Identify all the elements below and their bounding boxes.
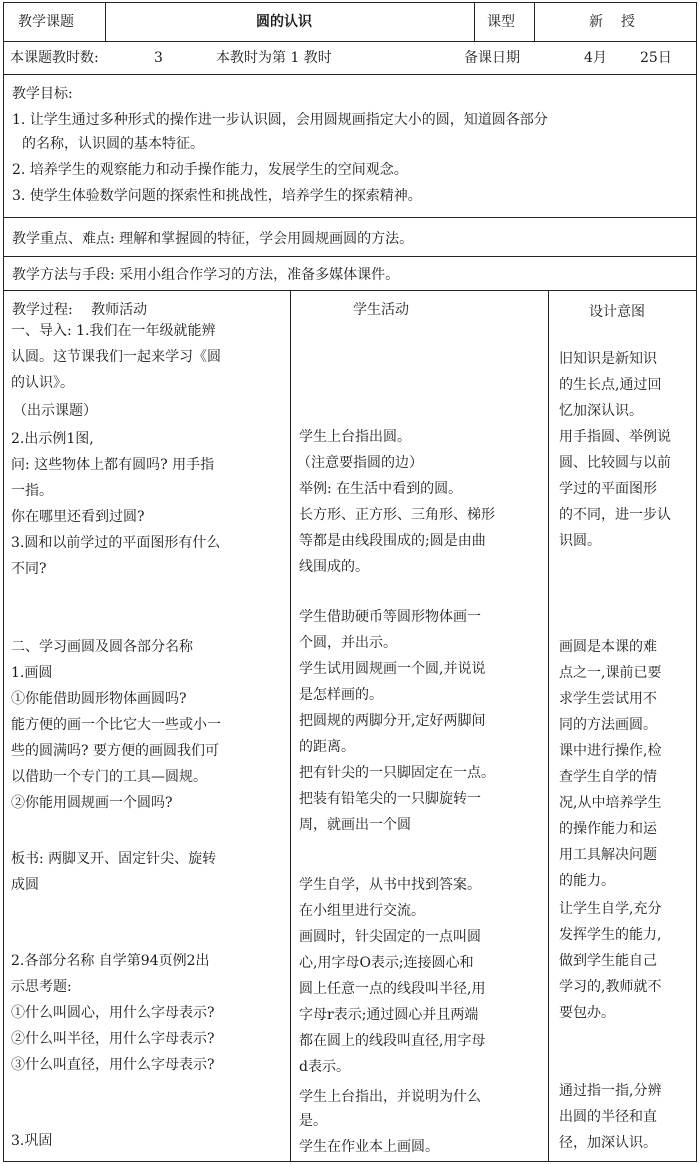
design-line: 发挥学生的能力, xyxy=(559,927,662,943)
label-type-cell xyxy=(474,2,535,42)
teacher-line: 能方便的画一个比它大一些或小一 xyxy=(11,717,221,733)
design-column-header: 设计意图 xyxy=(589,304,645,320)
label-topic: 教学课题 xyxy=(18,14,74,30)
teacher-line: 问: 这些物体上都有圆吗? 用手指 xyxy=(11,457,215,473)
design-line: 的操作能力和运 xyxy=(559,821,657,837)
student-line: d表示。 xyxy=(299,1059,350,1075)
teacher-line: 2.各部分名称 自学第94页例2出 xyxy=(11,953,210,969)
design-line: 同的方法画圆。 xyxy=(559,717,657,733)
student-line: 是怎样画的。 xyxy=(299,687,383,703)
student-line: 长方形、正方形、三角形、梯形 xyxy=(299,507,495,523)
teacher-line: 些的圆满吗? 要方便的画圆我们可 xyxy=(11,743,219,759)
teacher-line: 不同? xyxy=(11,561,47,577)
student-line: 把圆规的两脚分开,定好两脚间 xyxy=(299,713,486,729)
student-line: 学生自学，从书中找到答案。 xyxy=(299,877,481,893)
design-line: 查学生自学的情 xyxy=(559,769,657,785)
student-line: 学生在作业本上画圆。 xyxy=(299,1139,439,1155)
teacher-line: 一指。 xyxy=(11,483,53,499)
teacher-line: 3.巩固 xyxy=(11,1133,53,1149)
student-line: 都在圆上的线段叫直径,用字母 xyxy=(299,1033,486,1049)
design-line: 学过的平面图形 xyxy=(559,481,657,497)
student-line: 线围成的。 xyxy=(299,559,369,575)
design-line: 学习的,教师就不 xyxy=(559,979,662,995)
lesson-type: 新 授 xyxy=(589,14,637,30)
teacher-line: ③什么叫直径，用什么字母表示? xyxy=(11,1057,215,1073)
type-cell xyxy=(534,2,697,42)
teacher-column-header: 教学过程: 教师活动 xyxy=(12,302,148,318)
design-line: 要包办。 xyxy=(559,1005,615,1021)
teacher-line: （出示课题） xyxy=(13,403,97,419)
design-line: 课中进行操作,检 xyxy=(559,743,662,759)
student-line: 学生借助硬币等圆形物体画一 xyxy=(299,609,481,625)
objective-line: 的名称，认识圆的基本特征。 xyxy=(22,136,204,152)
label-prep-date: 备课日期 xyxy=(464,50,520,66)
design-line: 通过指一指,分辨 xyxy=(559,1083,662,1099)
teacher-line: ②什么叫半径，用什么字母表示? xyxy=(11,1031,215,1047)
key-points: 教学重点、难点: 理解和掌握圆的特征，学会用圆规画圆的方法。 xyxy=(12,231,414,247)
hours-value: 3 xyxy=(154,50,163,66)
student-line: 举例: 在生活中看到的圆。 xyxy=(299,481,463,497)
student-line: 画圆时，针尖固定的一点叫圆 xyxy=(299,929,481,945)
teacher-line: 示思考题: xyxy=(11,979,72,995)
label-type: 课型 xyxy=(487,14,515,30)
student-line: 学生上台指出圆。 xyxy=(299,429,411,445)
design-line: 识圆。 xyxy=(559,533,601,549)
design-line: 的生长点,通过回 xyxy=(559,377,662,393)
student-line: 心,用字母O表示;连接圆心和 xyxy=(299,955,474,971)
design-line: 画圆是本课的难 xyxy=(559,639,657,655)
student-line: 的距离。 xyxy=(299,739,355,755)
design-line: 用工具解决问题 xyxy=(559,847,657,863)
design-line: 的不同，进一步认 xyxy=(559,507,671,523)
hours-row xyxy=(3,41,697,75)
design-line: 出圆的半径和直 xyxy=(559,1109,657,1125)
label-topic-cell xyxy=(3,2,106,42)
objectives-title: 教学目标: xyxy=(12,86,73,102)
teacher-line: 你在哪里还看到过圆? xyxy=(11,509,145,525)
teacher-line: 二、学习画圆及圆各部分名称 xyxy=(11,639,193,655)
student-line: （注意要指圆的边） xyxy=(297,455,423,471)
design-line: 径，加深认识。 xyxy=(559,1135,657,1151)
student-line: 学生上台指出，并说明为什么 xyxy=(299,1089,481,1105)
student-line: 个圆，并出示。 xyxy=(299,635,397,651)
prep-month: 4月 xyxy=(584,50,607,66)
lesson-plan-table xyxy=(3,2,697,1162)
teacher-line: 认圆。这节课我们一起来学习《圆 xyxy=(11,349,221,365)
design-line: 的能力。 xyxy=(559,873,615,889)
teacher-line: ①你能借助圆形物体画圆吗? xyxy=(11,691,187,707)
design-line: 求学生尝试用不 xyxy=(559,691,657,707)
lesson-topic: 圆的认识 xyxy=(256,14,312,30)
design-line: 况,从中培养学生 xyxy=(559,795,662,811)
topic-cell xyxy=(105,2,475,42)
teacher-line: 成圆 xyxy=(11,877,39,893)
student-line: 学生试用圆规画一个圆,并说说 xyxy=(299,661,486,677)
design-line: 做到学生能自己 xyxy=(559,953,657,969)
teacher-line: 2.出示例1图, xyxy=(11,431,94,447)
objectives-cell xyxy=(3,74,697,218)
current-hour: 本教时为第 1 教时 xyxy=(216,50,332,66)
prep-day: 25日 xyxy=(640,50,672,66)
teacher-line: 3.圆和以前学过的平面图形有什么 xyxy=(11,535,221,551)
student-line: 是。 xyxy=(299,1113,327,1129)
student-line: 周，就画出一个圆 xyxy=(299,817,411,833)
design-line: 圆、比较圆与以前 xyxy=(559,455,671,471)
teacher-line: 的认识》。 xyxy=(11,375,74,391)
student-line: 字母r表示;通过圆心并且两端 xyxy=(299,1007,479,1023)
teacher-line: 1.画圆 xyxy=(11,665,53,681)
student-line: 把有针尖的一只脚固定在一点。 xyxy=(299,765,495,781)
design-line: 点之一,课前已要 xyxy=(559,665,662,681)
student-column-header: 学生活动 xyxy=(353,302,409,318)
objective-line: 2. 培养学生的观察能力和动手操作能力，发展学生的空间观念。 xyxy=(12,162,408,178)
label-hours: 本课题教时数: xyxy=(10,50,99,66)
teaching-methods: 教学方法与手段: 采用小组合作学习的方法，准备多媒体课件。 xyxy=(12,267,400,283)
design-line: 用手指圆、举例说 xyxy=(559,429,671,445)
teacher-line: 板书: 两脚叉开、固定针尖、旋转 xyxy=(11,851,217,867)
student-line: 把装有铅笔尖的一只脚旋转一 xyxy=(299,791,481,807)
design-line: 让学生自学,充分 xyxy=(559,901,662,917)
teacher-line: 一、导入: 1.我们在一年级就能辨 xyxy=(11,323,216,339)
student-line: 在小组里进行交流。 xyxy=(299,903,425,919)
design-line: 忆加深认识。 xyxy=(559,403,643,419)
teacher-line: ①什么叫圆心，用什么字母表示? xyxy=(11,1005,215,1021)
student-line: 圆上任意一点的线段叫半径,用 xyxy=(299,981,486,997)
objective-line: 3. 使学生体验数学问题的探索性和挑战性，培养学生的探索精神。 xyxy=(12,188,422,204)
teacher-line: 以借助一个专门的工具—圆规。 xyxy=(11,769,207,785)
methods-cell xyxy=(3,256,697,291)
student-line: 等都是由线段围成的;圆是由曲 xyxy=(299,533,486,549)
design-line: 旧知识是新知识 xyxy=(559,351,657,367)
key-points-cell xyxy=(3,217,697,257)
teacher-line: ②你能用圆规画一个圆吗? xyxy=(11,795,173,811)
objective-line: 1. 让学生通过多种形式的操作进一步认识圆，会用圆规画指定大小的圆，知道圆各部分 xyxy=(12,112,548,128)
